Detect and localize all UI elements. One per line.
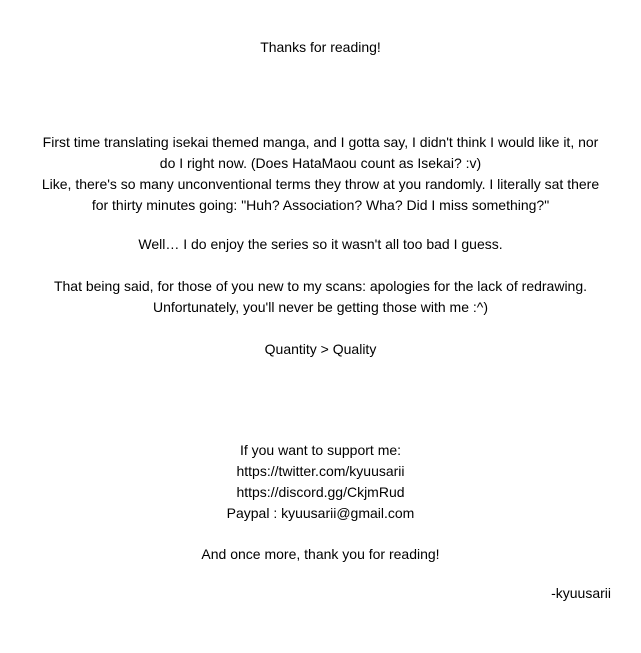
signature: -kyuusarii [551, 585, 611, 601]
paragraph1-line4: for thirty minutes going: "Huh? Association? Wha? Did I miss something?" [91, 197, 550, 213]
paragraph1-line3: Like, there's so many unconventional terms they throw at you randomly. I literally sat there [41, 176, 600, 192]
tagline: Quantity > Quality [264, 341, 377, 357]
paragraph1-line2: do I right now. (Does HataMaou count as Isekai? :v) [159, 155, 482, 171]
discord-link[interactable]: https://discord.gg/CkjmRud [236, 484, 405, 500]
support-intro: If you want to support me: [239, 442, 402, 458]
paragraph1-line1: First time translating isekai themed manga, and I gotta say, I didn't think I would like it, nor [42, 134, 599, 150]
closing-line: And once more, thank you for reading! [201, 546, 440, 562]
paragraph3-line2: Unfortunately, you'll never be getting those with me :^) [152, 299, 489, 315]
paragraph2: Well… I do enjoy the series so it wasn't all too bad I guess. [138, 236, 503, 252]
paypal-contact: Paypal : kyuusarii@gmail.com [226, 505, 415, 521]
twitter-link[interactable]: https://twitter.com/kyuusarii [236, 463, 405, 479]
heading: Thanks for reading! [260, 39, 381, 55]
paragraph3-line1: That being said, for those of you new to my scans: apologies for the lack of redrawing. [53, 278, 588, 294]
